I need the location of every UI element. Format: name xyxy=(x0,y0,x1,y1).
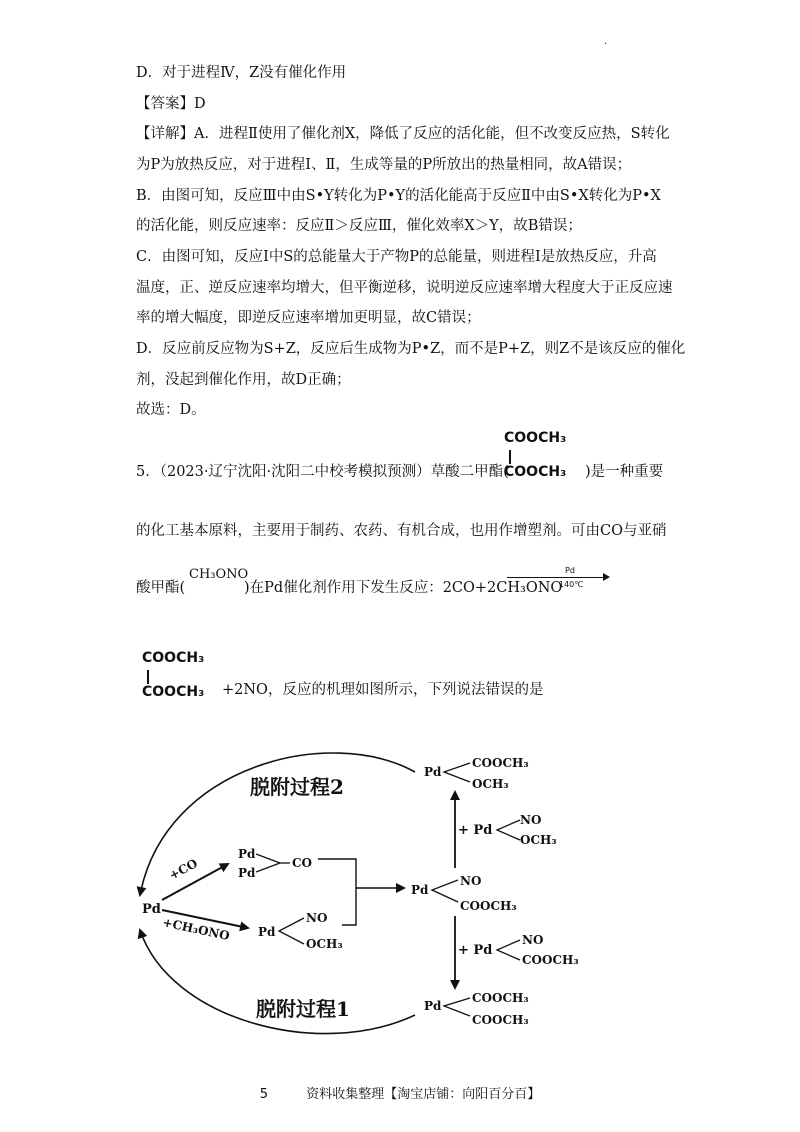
q5-ester-inline xyxy=(498,430,588,490)
text-line-9: 率的增大幅度，即逆反应速率增加更明显，故C错误； xyxy=(136,310,481,326)
bottom-product-cooch3-b: COOCH₃ xyxy=(472,1013,529,1027)
text-line-4: 为P为放热反应，对于进程Ⅰ、Ⅱ，生成等量的P所放出的热量相同，故A错误； xyxy=(136,157,632,173)
bottom-product-cooch3-a: COOCH₃ xyxy=(472,991,529,1005)
merge-top xyxy=(318,859,356,888)
q5-line3-formula: CH₃ONO xyxy=(189,567,249,582)
center-cooch3: COOCH₃ xyxy=(460,899,517,913)
pdnooch3-och3: OCH₃ xyxy=(306,937,343,951)
bottom-product-pd: Pd xyxy=(424,999,442,1013)
pdnooch3-pd: Pd xyxy=(258,925,276,939)
center-no: NO xyxy=(460,874,482,888)
mechanism-diagram xyxy=(0,730,800,1050)
label-desorption-1: 脱附过程1 xyxy=(256,997,350,1021)
ester-bottom-label: COOCH₃ xyxy=(504,464,567,480)
pd2co-pd-bottom: Pd xyxy=(238,866,256,880)
arrow-top-label: Pd xyxy=(565,566,575,575)
merge-bottom xyxy=(342,888,356,925)
text-line-5: B．由图可知，反应Ⅲ中由S•Y转化为P•Y的活化能高于反应Ⅱ中由S•X转化为P•X xyxy=(136,188,661,204)
label-plus-co: +CO xyxy=(166,856,200,883)
center-pd: Pd xyxy=(411,883,429,897)
q5-suffix: )是一种重要 xyxy=(585,464,664,480)
ester-top-label-2: COOCH₃ xyxy=(142,650,205,666)
arrow-head xyxy=(603,573,610,581)
text-line-8: 温度，正、逆反应速率均增大，但平衡逆移，说明逆反应速率增大程度大于正反应速 xyxy=(136,280,673,296)
down-reagent-no: NO xyxy=(522,933,544,947)
text-line-11: 剂，没起到催化作用，故D正确； xyxy=(136,372,351,388)
ester-bond-2 xyxy=(147,670,149,684)
top-product-och3: OCH₃ xyxy=(472,777,509,791)
text-line-3: 【详解】A．进程Ⅱ使用了催化剂X，降低了反应的活化能，但不改变反应热，S转化 xyxy=(136,126,670,142)
q5-line3-b: )在Pd催化剂作用下发生反应：2CO+2CH₃ONO xyxy=(244,580,563,596)
pd2co-co: CO xyxy=(292,856,313,870)
text-line-7: C．由图可知，反应Ⅰ中S的总能量大于产物P的总能量，则进程Ⅰ是放热反应，升高 xyxy=(136,249,657,265)
up-reagent-och3: OCH₃ xyxy=(520,833,557,847)
text-line-12: 故选：D。 xyxy=(136,402,206,418)
up-reagent-no: NO xyxy=(520,813,542,827)
pd2co-bonds xyxy=(256,854,280,872)
page-footer xyxy=(0,1083,800,1102)
arrow-line xyxy=(507,577,607,578)
text-line-1: D．对于进程Ⅳ，Z没有催化作用 xyxy=(136,65,347,81)
ester-bond xyxy=(509,450,511,464)
corner-dot: . xyxy=(604,36,608,47)
reaction-arrow xyxy=(507,566,611,596)
ester-bottom-label-2: COOCH₃ xyxy=(142,684,205,700)
q5-line2: 的化工基本原料，主要用于制药、农药、有机合成，也用作增塑剂。可由CO与亚硝 xyxy=(136,523,667,539)
q5-line3-a: 酸甲酯( xyxy=(136,580,186,596)
up-plus-pd: + Pd xyxy=(458,823,493,838)
text-line-6: 的活化能，则反应速率：反应Ⅱ＞反应Ⅲ，催化效率X＞Y，故B错误； xyxy=(136,218,582,234)
pdnooch3-no: NO xyxy=(306,911,328,925)
q5-ester-line4 xyxy=(136,650,226,710)
label-plus-ch3ono: +CH₃ONO xyxy=(161,915,231,944)
q5-prefix: 5．（2023·辽宁沈阳·沈阳二中校考模拟预测）草酸二甲酯( xyxy=(136,464,509,480)
text-line-10: D．反应前反应物为S+Z，反应后生成物为P•Z，而不是P+Z，则Z不是该反应的催化 xyxy=(136,341,686,357)
page-number: 5 xyxy=(259,1087,269,1102)
top-product-cooch3: COOCH₃ xyxy=(472,756,529,770)
down-plus-pd: + Pd xyxy=(458,943,493,958)
pd2co-pd-top: Pd xyxy=(238,847,256,861)
pd-left: Pd xyxy=(142,902,161,917)
arrow-bottom-label: 140℃ xyxy=(559,580,584,589)
top-product-pd: Pd xyxy=(424,765,442,779)
q5-line4: +2NO，反应的机理如图所示，下列说法错误的是 xyxy=(222,682,544,698)
down-reagent-cooch3: COOCH₃ xyxy=(522,953,579,967)
footer-text: 资料收集整理【淘宝店铺：向阳百分百】 xyxy=(306,1087,541,1102)
ester-top-label: COOCH₃ xyxy=(504,430,567,446)
label-desorption-2: 脱附过程2 xyxy=(250,775,344,799)
answer-line: 【答案】D xyxy=(136,96,206,112)
